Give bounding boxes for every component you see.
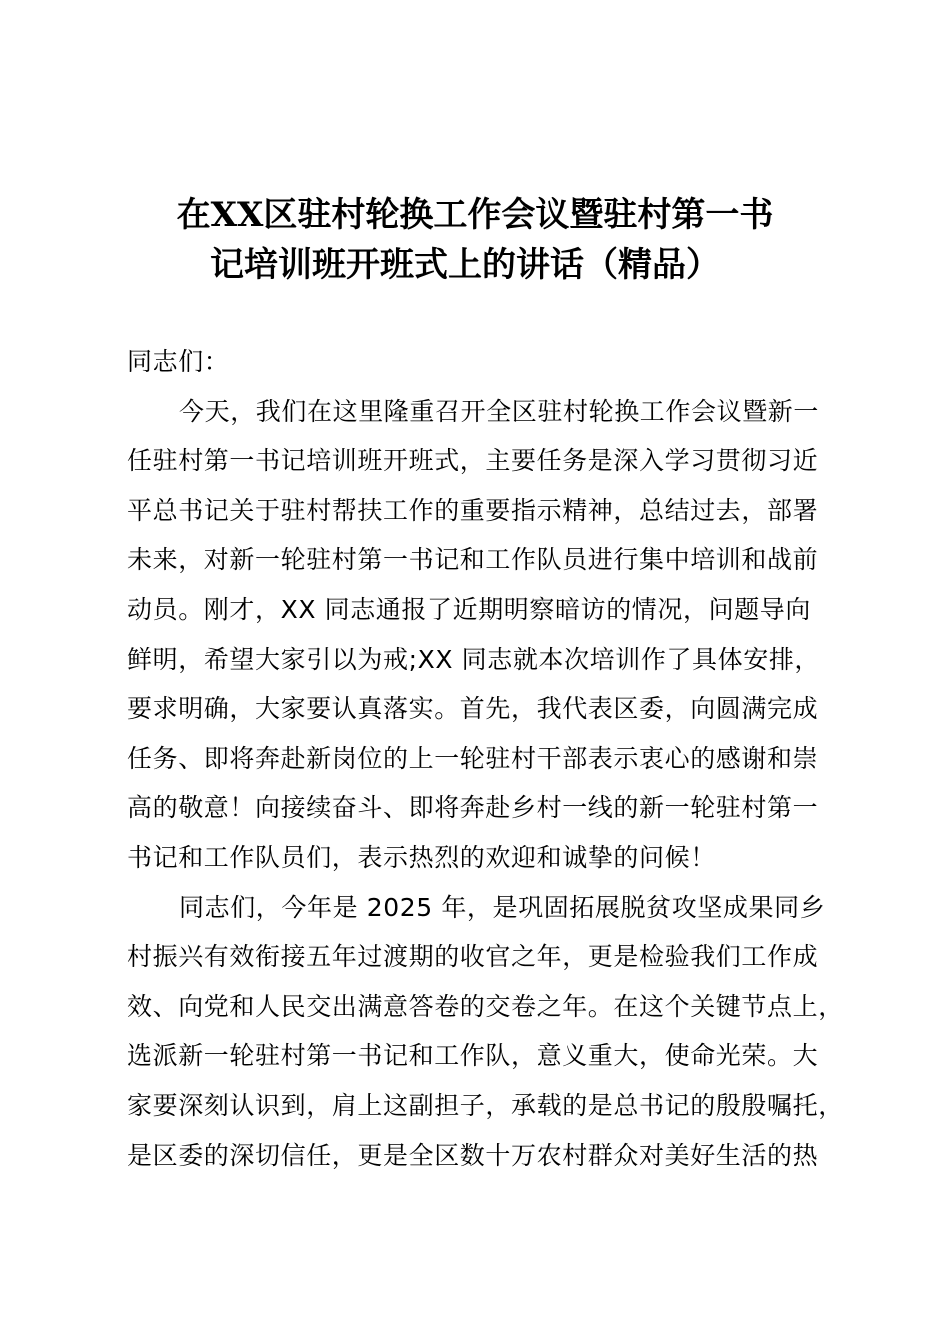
document-body [127, 337, 844, 1180]
text-line: 高的敬意！向接续奋斗、即将奔赴乡村一线的新一轮驻村第一 [127, 793, 819, 823]
text-line: 选派新一轮驻村第一书记和工作队，意义重大，使命光荣。大 [127, 1041, 819, 1071]
text-line: 要求明确，大家要认真落实。首先，我代表区委，向圆满完成 [127, 694, 819, 724]
text-line: 书记和工作队员们，表示热烈的欢迎和诚挚的问候！ [127, 842, 716, 872]
text-line: 平总书记关于驻村帮扶工作的重要指示精神，总结过去，部署 [127, 495, 819, 525]
text-line: 未来，对新一轮驻村第一书记和工作队员进行集中培训和战前 [127, 545, 819, 575]
document-title [0, 190, 950, 290]
title-line: 记培训班开班式上的讲话（精品） [210, 245, 720, 285]
text-line: 村振兴有效衔接五年过渡期的收官之年，更是检验我们工作成 [127, 942, 819, 972]
text-line: 任务、即将奔赴新岗位的上一轮驻村干部表示衷心的感谢和崇 [127, 743, 819, 773]
text-line: 动员。刚才，XX 同志通报了近期明察暗访的情况，问题导向 [127, 594, 812, 624]
text-line: 家要深刻认识到，肩上这副担子，承载的是总书记的殷殷嘱托， [127, 1090, 844, 1120]
salutation: 同志们： [127, 347, 230, 376]
text-line: 是区委的深切信任，更是全区数十万农村群众对美好生活的热 [127, 1140, 819, 1170]
paragraph [127, 883, 844, 1181]
text-line: 鲜明，希望大家引以为戒;XX 同志就本次培训作了具体安排， [127, 644, 821, 674]
paragraph [127, 387, 837, 883]
text-line: 今天，我们在这里隆重召开全区驻村轮换工作会议暨新一 [179, 396, 820, 426]
text-line: 任驻村第一书记培训班开班式，主要任务是深入学习贯彻习近 [127, 446, 819, 476]
title-line: 在XX区驻村轮换工作会议暨驻村第一书 [176, 195, 774, 235]
text-line: 效、向党和人民交出满意答卷的交卷之年。在这个关键节点上， [127, 991, 844, 1021]
text-line: 同志们，今年是 2025 年，是巩固拓展脱贫攻坚成果同乡 [179, 892, 826, 922]
